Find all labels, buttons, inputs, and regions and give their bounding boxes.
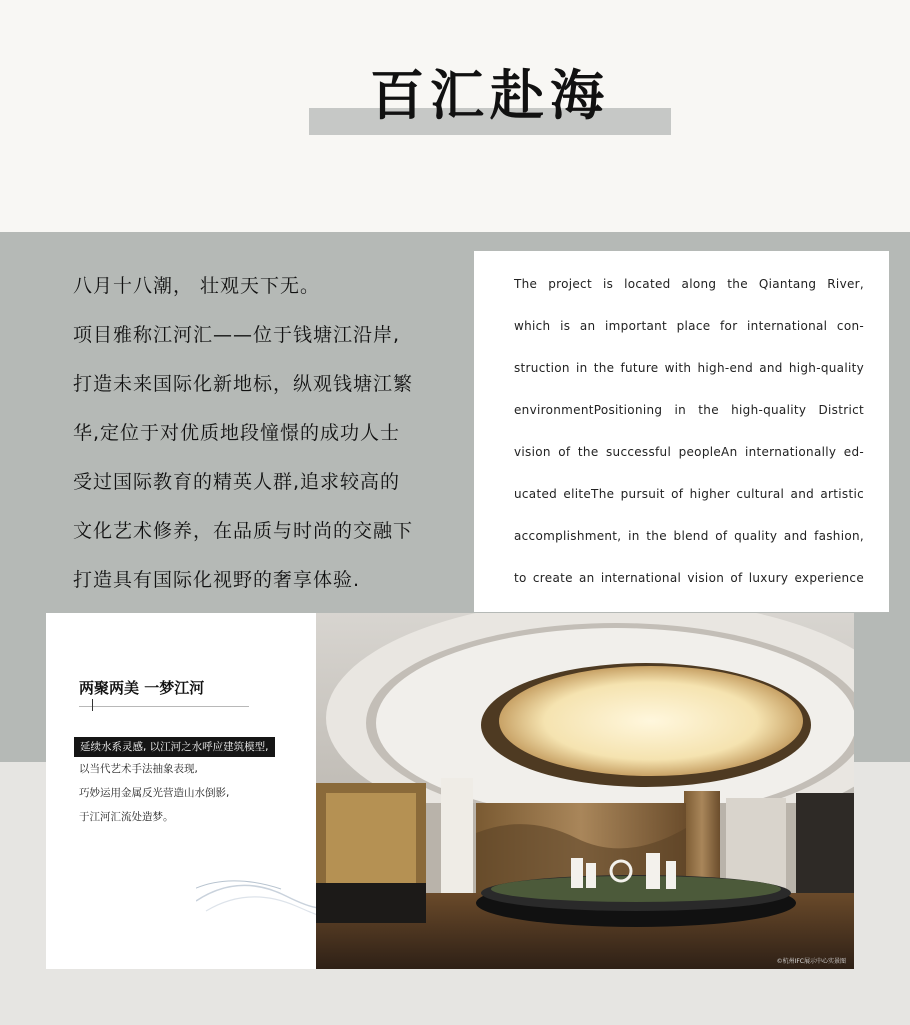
intro-english-card (474, 251, 889, 612)
intro-cn-line: 文化艺术修养，在品质与时尚的交融下 (73, 520, 414, 542)
feature-line: 以当代艺术手法抽象表现, (79, 763, 198, 775)
feature-line: 巧妙运用金属反光营造山水倒影, (79, 787, 230, 799)
intro-cn-line: 项目雅称江河汇——位于钱塘江沿岸, (73, 324, 401, 346)
page-title: 百汇赴海 (370, 63, 610, 127)
heading-divider (79, 706, 249, 707)
showroom-photo-illustration (316, 613, 854, 969)
wave-decoration-icon (196, 871, 336, 931)
intro-en-line: accomplishment, in the blend of quality and fashion, (514, 529, 864, 543)
intro-en-line: vision of the successful peopleAn internationally ed- (514, 445, 864, 459)
divider-tick (92, 699, 93, 711)
intro-cn-line: 打造具有国际化视野的奢享体验. (73, 569, 361, 591)
title-section (0, 0, 910, 232)
intro-en-line: to create an international vision of luxury experience (514, 571, 864, 585)
intro-en-line: environmentPositioning in the high-quality District (514, 403, 864, 417)
intro-en-line: ucated eliteThe pursuit of higher cultural and artistic (514, 487, 864, 501)
feature-line: 于江河汇流处造梦。 (79, 811, 174, 823)
feature-heading: 两聚两美 一梦江河 (79, 679, 205, 697)
showroom-photo (316, 613, 854, 969)
intro-en-line: The project is located along the Qiantang River, (514, 277, 864, 291)
intro-cn-line: 八月十八潮， 壮观天下无。 (73, 275, 321, 297)
feature-highlight: 延续水系灵感, 以江河之水呼应建筑模型, (74, 737, 275, 757)
intro-chinese-text (73, 262, 463, 605)
intro-en-line: which is an important place for international con- (514, 319, 864, 333)
intro-en-line: struction in the future with high-end and high-quality (514, 361, 864, 375)
intro-cn-line: 打造未来国际化新地标，纵观钱塘江繁 (73, 373, 414, 395)
intro-cn-line: 华,定位于对优质地段憧憬的成功人士 (73, 422, 401, 444)
intro-cn-line: 受过国际教育的精英人群,追求较高的 (73, 471, 401, 493)
photo-caption: ©杭州IFC展示中心实景图 (776, 958, 846, 965)
feature-card (46, 613, 316, 969)
